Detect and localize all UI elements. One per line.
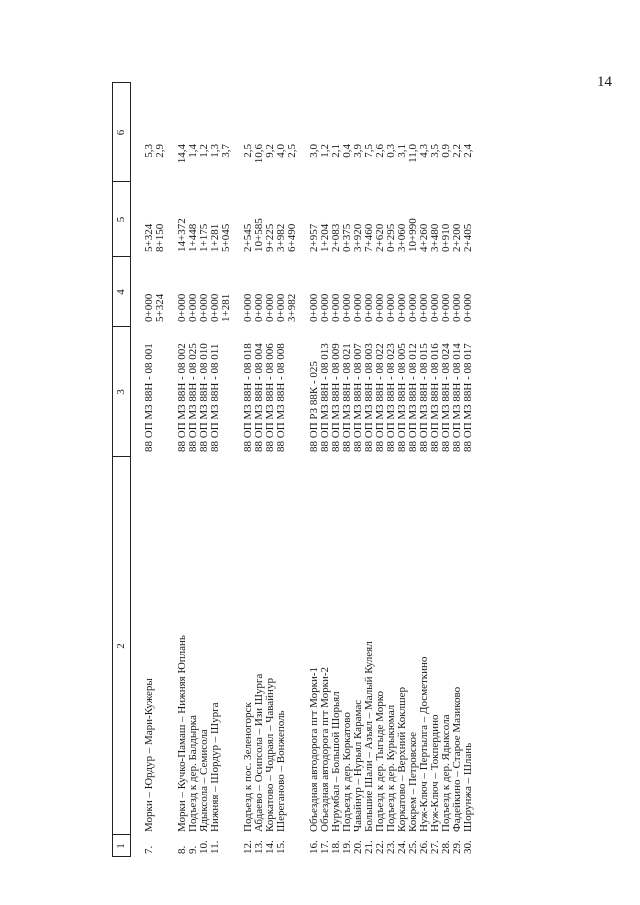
road-name: Шереганово – Вонжеполь <box>275 710 287 832</box>
road-name: Нурумбал – Большой Шорьял <box>330 691 342 832</box>
start-km: 0+000 <box>407 293 419 322</box>
road-code: 88 ОП МЗ 88Н - 08 001 <box>143 343 155 452</box>
start-km: 0+000 <box>451 293 463 322</box>
road-code: 88 ОП МЗ 88Н - 08 003 <box>363 343 375 452</box>
length-km: 2,2 <box>451 144 463 158</box>
end-km: 3+982 <box>275 223 287 252</box>
row-number: 8. <box>176 845 188 854</box>
end-km: 2+405 <box>462 223 474 252</box>
row-number: 28. <box>440 840 452 854</box>
road-code: 88 ОП МЗ 88Н - 08 014 <box>451 343 463 452</box>
row-number: 21. <box>363 840 375 854</box>
header-col-3: 3 <box>115 389 127 395</box>
header-col-1: 1 <box>115 843 127 849</box>
row-number: 24. <box>396 840 408 854</box>
end-km: 0+295 <box>385 223 397 252</box>
table-row <box>144 82 155 857</box>
start-km: 0+000 <box>352 293 364 322</box>
rotated-table-container <box>112 82 614 857</box>
start-km: 0+000 <box>209 293 221 322</box>
road-code: 88 ОП МЗ 88Н - 08 011 <box>209 343 221 452</box>
start-km: 0+000 <box>396 293 408 322</box>
end-km: 1+175 <box>198 223 210 252</box>
road-name: Шорунжа – Шлань <box>462 742 474 832</box>
length-km: 11,0 <box>407 144 419 163</box>
start-km: 0+000 <box>418 293 430 322</box>
length-km: 5,3 <box>143 144 155 158</box>
length-km: 7,5 <box>363 144 375 158</box>
row-number: 23. <box>385 840 397 854</box>
end-km: 2+620 <box>374 223 386 252</box>
road-name: Подъезд к дер. Балдырка <box>187 715 199 832</box>
row-number: 16. <box>308 840 320 854</box>
end-km: 10+585 <box>253 218 265 252</box>
start-km: 0+000 <box>264 293 276 322</box>
road-name: Большие Шали – Азъял – Малый Кулеял <box>363 641 375 832</box>
table-row <box>287 82 298 857</box>
table-row <box>452 82 463 857</box>
end-km: 2+957 <box>308 223 320 252</box>
length-km: 4,3 <box>418 144 430 158</box>
end-km: 5+045 <box>220 223 232 252</box>
header-col-2: 2 <box>115 643 127 649</box>
length-km: 0,9 <box>440 144 452 158</box>
road-code: 88 ОП МЗ 88Н - 08 008 <box>275 343 287 452</box>
row-number: 13. <box>253 840 265 854</box>
end-km: 3+480 <box>429 223 441 252</box>
row-number: 26. <box>418 840 430 854</box>
row-number: 17. <box>319 840 331 854</box>
table-row <box>463 82 474 857</box>
road-name: Подъезд к дер. Коркатово <box>341 712 353 832</box>
length-km: 3,9 <box>352 144 364 158</box>
road-code: 88 ОП МЗ 88Н - 08 005 <box>396 343 408 452</box>
end-km: 7+460 <box>363 223 375 252</box>
table-row <box>276 82 287 857</box>
road-code: 88 ОП МЗ 88Н - 08 010 <box>198 343 210 452</box>
length-km: 2,1 <box>330 144 342 158</box>
start-km: 0+000 <box>275 293 287 322</box>
start-km: 0+000 <box>363 293 375 322</box>
road-name: Объездная автодорога пгт Морки-2 <box>319 666 331 832</box>
table-row <box>210 82 221 857</box>
end-km: 1+448 <box>187 223 199 252</box>
road-code: 88 ОП МЗ 88Н - 08 013 <box>319 343 331 452</box>
road-code: 88 ОП МЗ 88Н - 08 025 <box>187 343 199 452</box>
header-col-6: 6 <box>115 129 127 136</box>
start-km: 0+000 <box>308 293 320 322</box>
road-name: Объездная автодорога пгт Морки-1 <box>308 666 320 832</box>
road-code: 88 ОП МЗ 88Н - 08 007 <box>352 343 364 452</box>
road-code: 88 ОП МЗ 88Н - 08 016 <box>429 343 441 452</box>
road-name: Коркатово – Чодраял – Чавайнур <box>264 678 276 832</box>
road-name: Подъезд к дер. Курыкюмал <box>385 704 397 832</box>
road-name: Абдаево – Осипсола – Изи Шурга <box>253 673 265 832</box>
road-table <box>112 82 614 857</box>
road-name: Морки – Кучко-Памаш – Нижняя Юплань <box>176 635 188 832</box>
length-km: 2,6 <box>374 144 386 158</box>
end-km: 3+060 <box>396 223 408 252</box>
row-number: 7. <box>143 845 155 854</box>
road-code: 88 ОП МЗ 88Н - 08 006 <box>264 343 276 452</box>
row-number: 20. <box>352 840 364 854</box>
length-km: 1,4 <box>187 144 199 158</box>
road-code: 88 ОП МЗ 88Н - 08 004 <box>253 343 265 452</box>
road-name: Фадейкино – Старое Мазиково <box>451 686 463 832</box>
end-km: 10+990 <box>407 218 419 252</box>
row-number: 29. <box>451 840 463 854</box>
length-km: 10,6 <box>253 144 265 164</box>
road-code: 88 ОП МЗ 88Н - 08 015 <box>418 343 430 452</box>
road-code: 88 ОП МЗ 88Н - 08 023 <box>385 343 397 452</box>
start-km: 0+000 <box>440 293 452 322</box>
row-number: 22. <box>374 840 386 854</box>
end-km: 9+225 <box>264 223 276 252</box>
end-km: 1+281 <box>209 223 221 252</box>
length-km: 3,1 <box>396 144 408 158</box>
table-row <box>155 82 166 857</box>
start-km: 0+000 <box>319 293 331 322</box>
row-number: 15. <box>275 840 287 854</box>
end-km: 0+375 <box>341 223 353 252</box>
length-km: 0,3 <box>385 144 397 158</box>
road-code: 88 ОП МЗ 88Н - 08 021 <box>341 343 353 452</box>
road-name: Подъезд к дер. Ядыксола <box>440 714 452 832</box>
road-name: Нуж-Ключ – Пертылга – Досметкино <box>418 656 430 832</box>
start-km: 0+000 <box>341 293 353 322</box>
length-km: 0,4 <box>341 144 353 158</box>
length-km: 2,9 <box>154 144 166 158</box>
road-name: Ядыксола – Семисола <box>198 729 210 832</box>
start-km: 0+000 <box>429 293 441 322</box>
start-km: 0+000 <box>143 293 155 322</box>
start-km: 0+000 <box>187 293 199 322</box>
length-km: 2,5 <box>286 144 298 158</box>
road-code: 88 ОП МЗ 88Н - 08 022 <box>374 343 386 452</box>
end-km: 2+545 <box>242 223 254 252</box>
start-km: 0+000 <box>385 293 397 322</box>
row-number: 18. <box>330 840 342 854</box>
road-code: 88 ОП МЗ 88Н - 08 024 <box>440 343 452 452</box>
road-code: 88 ОП РЗ 88К - 025 <box>308 361 320 452</box>
end-km: 6+490 <box>286 223 298 252</box>
length-km: 1,3 <box>209 144 221 158</box>
road-name: Коркатово – Верхний Коклшер <box>396 687 408 832</box>
row-number: 19. <box>341 840 353 854</box>
row-number: 25. <box>407 840 419 854</box>
road-code: 88 ОП МЗ 88Н - 08 002 <box>176 343 188 452</box>
end-km: 0+910 <box>440 223 452 252</box>
end-km: 14+372 <box>176 218 188 252</box>
end-km: 3+920 <box>352 223 364 252</box>
start-km: 0+000 <box>176 293 188 322</box>
start-km: 1+281 <box>220 293 232 322</box>
end-km: 5+324 <box>143 223 155 252</box>
start-km: 0+000 <box>330 293 342 322</box>
start-km: 0+000 <box>253 293 265 322</box>
row-number: 14. <box>264 840 276 854</box>
road-name: Подъезд к пос. Зеленогорск <box>242 702 254 832</box>
end-km: 1+204 <box>319 223 331 252</box>
length-km: 14,4 <box>176 144 188 164</box>
row-number: 10. <box>198 840 210 854</box>
road-name: Чавайнур – Нурьял Карамас <box>352 699 364 832</box>
start-km: 0+000 <box>198 293 210 322</box>
header-col-5: 5 <box>115 216 127 223</box>
end-km: 8+150 <box>154 223 166 252</box>
road-name: Нуж-Ключ – Токпердино <box>429 714 441 832</box>
road-code: 88 ОП МЗ 88Н - 08 017 <box>462 343 474 452</box>
start-km: 5+324 <box>154 293 166 322</box>
row-number: 9. <box>187 845 199 854</box>
length-km: 2,5 <box>242 144 254 158</box>
road-name: Нижняя – Шордур – Шурга <box>209 702 221 832</box>
length-km: 3,0 <box>308 144 320 158</box>
start-km: 0+000 <box>374 293 386 322</box>
road-name: Морки – Юрдур – Мари-Кужеры <box>143 678 155 832</box>
length-km: 3,7 <box>220 144 232 158</box>
length-km: 4,0 <box>275 144 287 158</box>
road-code: 88 ОП МЗ 88Н - 08 018 <box>242 343 254 452</box>
row-number: 30. <box>462 840 474 854</box>
road-name: Кокрем – Петровское <box>407 731 419 832</box>
row-number: 12. <box>242 840 254 854</box>
start-km: 0+000 <box>462 293 474 322</box>
row-number: 11. <box>209 840 221 854</box>
length-km: 3,5 <box>429 144 441 158</box>
row-number: 27. <box>429 840 441 854</box>
end-km: 2+200 <box>451 223 463 252</box>
road-code: 88 ОП МЗ 88Н - 08 009 <box>330 343 342 452</box>
end-km: 4+260 <box>418 223 430 252</box>
page-number: 14 <box>597 74 612 90</box>
table-top-border <box>112 82 113 857</box>
road-code: 88 ОП МЗ 88Н - 08 012 <box>407 343 419 452</box>
header-col-4: 4 <box>115 289 127 295</box>
length-km: 1,2 <box>198 144 210 158</box>
header-bottom-border <box>130 82 131 857</box>
length-km: 9,2 <box>264 144 276 158</box>
table-row <box>221 82 232 857</box>
start-km: 3+982 <box>286 293 298 322</box>
length-km: 1,2 <box>319 144 331 158</box>
end-km: 2+083 <box>330 223 342 252</box>
road-name: Подъезд к дер. Тыгыде Морко <box>374 691 386 832</box>
start-km: 0+000 <box>242 293 254 322</box>
length-km: 2,4 <box>462 144 474 158</box>
